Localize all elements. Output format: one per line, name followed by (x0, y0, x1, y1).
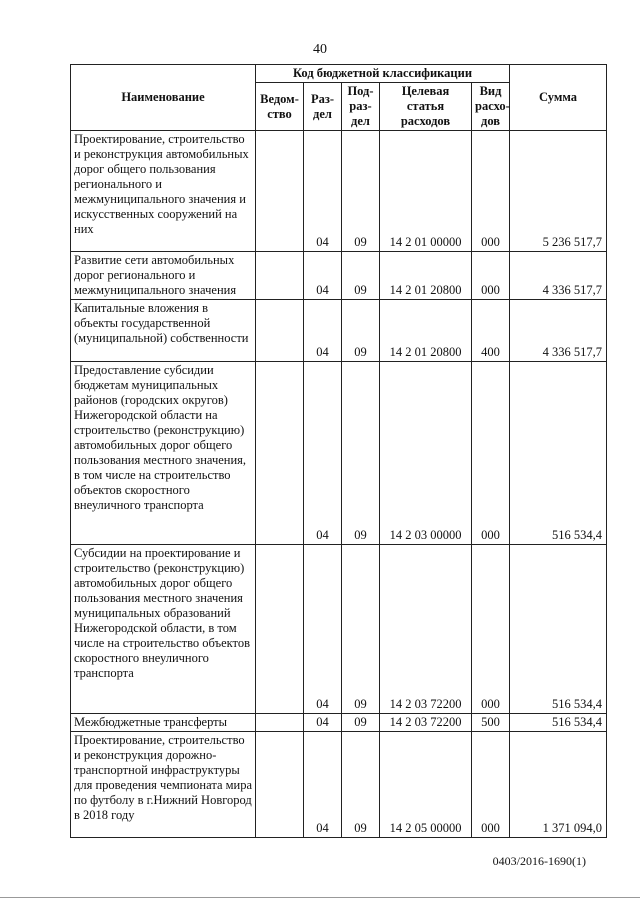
row-expense-type: 000 (472, 362, 510, 545)
row-section: 04 (304, 131, 342, 252)
page-number: 40 (313, 42, 327, 57)
row-department (256, 252, 304, 300)
row-section: 04 (304, 300, 342, 362)
page-divider (0, 897, 640, 898)
document-code: 0403/2016-1690(1) (492, 854, 586, 868)
row-sum: 4 336 517,7 (510, 252, 607, 300)
row-department (256, 362, 304, 545)
table-row (71, 131, 607, 252)
row-department (256, 732, 304, 838)
table-row (71, 545, 607, 714)
row-target-article: 14 2 01 00000 (380, 131, 472, 252)
table-row (71, 362, 607, 545)
header-sum: Сумма (510, 65, 607, 131)
row-subsection: 09 (342, 714, 380, 732)
row-section: 04 (304, 732, 342, 838)
header-section: Раз-дел (304, 83, 342, 131)
row-subsection: 09 (342, 732, 380, 838)
header-subsection: Под-раз-дел (342, 83, 380, 131)
budget-table (70, 64, 607, 838)
row-name: Субсидии на проектирование и строительство (реконструкцию) автомобильных дорог общего пользования местного значения муниципальных образований Нижегородской области, в том числе на строительство объектов скоростного внеуличного транспорта (71, 545, 256, 714)
table-row (71, 714, 607, 732)
row-department (256, 714, 304, 732)
row-section: 04 (304, 714, 342, 732)
row-expense-type: 000 (472, 545, 510, 714)
row-target-article: 14 2 05 00000 (380, 732, 472, 838)
row-sum: 5 236 517,7 (510, 131, 607, 252)
header-expense-type: Вид расхо-дов (472, 83, 510, 131)
row-subsection: 09 (342, 362, 380, 545)
row-name: Проектирование, строительство и реконструкция автомобильных дорог общего пользования регионального и межмуниципального значения и искусственных сооружений на них (71, 131, 256, 252)
row-expense-type: 400 (472, 300, 510, 362)
row-section: 04 (304, 545, 342, 714)
table-row (71, 300, 607, 362)
row-target-article: 14 2 03 00000 (380, 362, 472, 545)
row-expense-type: 000 (472, 131, 510, 252)
row-department (256, 300, 304, 362)
row-subsection: 09 (342, 545, 380, 714)
row-expense-type: 500 (472, 714, 510, 732)
row-sum: 1 371 094,0 (510, 732, 607, 838)
row-sum: 516 534,4 (510, 545, 607, 714)
row-expense-type: 000 (472, 732, 510, 838)
header-name: Наименование (71, 65, 256, 131)
header-department: Ведом-ство (256, 83, 304, 131)
row-sum: 4 336 517,7 (510, 300, 607, 362)
row-section: 04 (304, 362, 342, 545)
header-classification-code: Код бюджетной классификации (256, 65, 510, 83)
row-target-article: 14 2 01 20800 (380, 300, 472, 362)
table-row (71, 252, 607, 300)
row-subsection: 09 (342, 300, 380, 362)
row-sum: 516 534,4 (510, 714, 607, 732)
row-target-article: 14 2 03 72200 (380, 545, 472, 714)
row-department (256, 545, 304, 714)
row-subsection: 09 (342, 131, 380, 252)
row-target-article: 14 2 01 20800 (380, 252, 472, 300)
row-name: Предоставление субсидии бюджетам муниципальных районов (городских округов) Нижегородской области на строительство (реконструкцию) автомобильных дорог общего пользования местного значения, в том числе на строительство объектов скоростного внеуличного транспорта (71, 362, 256, 545)
row-section: 04 (304, 252, 342, 300)
row-name: Капитальные вложения в объекты государственной (муниципальной) собственности (71, 300, 256, 362)
table-row (71, 732, 607, 838)
header-target-article: Целевая статья расходов (380, 83, 472, 131)
row-name: Проектирование, строительство и реконструкция дорожно-транспортной инфраструктуры для проведения чемпионата мира по футболу в г.Нижний Новгород в 2018 году (71, 732, 256, 838)
row-name: Развитие сети автомобильных дорог регионального и межмуниципального значения (71, 252, 256, 300)
row-target-article: 14 2 03 72200 (380, 714, 472, 732)
row-name: Межбюджетные трансферты (71, 714, 256, 732)
row-subsection: 09 (342, 252, 380, 300)
row-sum: 516 534,4 (510, 362, 607, 545)
row-expense-type: 000 (472, 252, 510, 300)
row-department (256, 131, 304, 252)
